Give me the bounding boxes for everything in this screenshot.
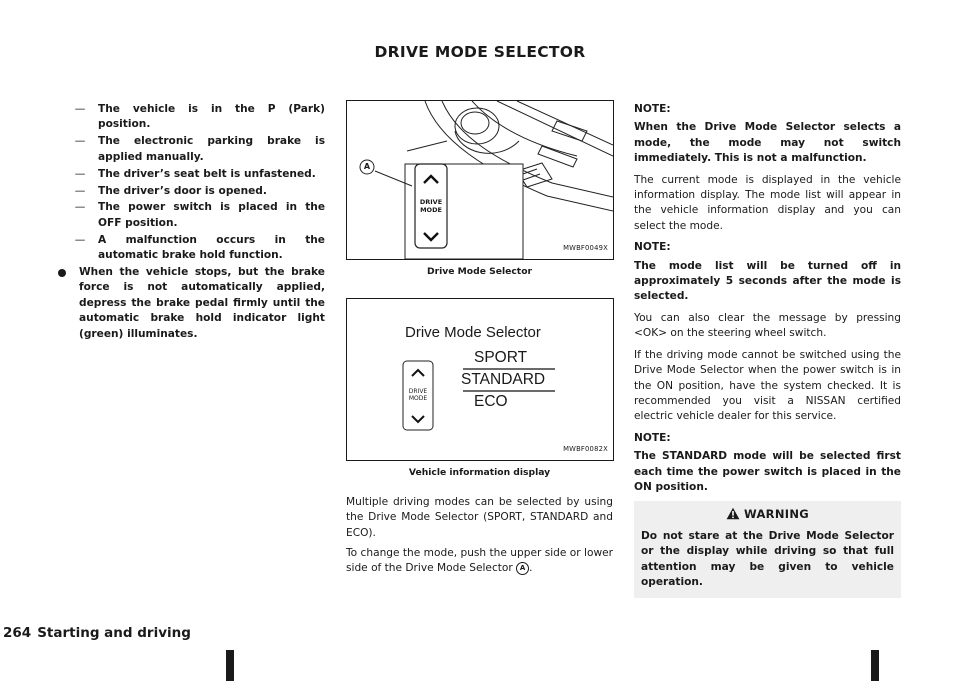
list-item: — The vehicle is in the P (Park) position.	[74, 103, 325, 131]
figure-code: MWBF0049X	[563, 243, 608, 252]
warning-heading: WARNING	[641, 507, 894, 522]
vehicle-information-display-figure	[346, 298, 614, 461]
bullet-item: When the vehicle stops, but the brake force is not automatically applied, depress the brake pedal firmly until the automatic brake hold indicator light (green) illuminates.	[62, 265, 325, 342]
note-label: NOTE:	[634, 103, 671, 115]
paragraph: The current mode is displayed in the vehicle information display. The mode list will appear in the vehicle information display and you can select the mode.	[634, 173, 901, 232]
page-edge-mark	[871, 650, 879, 681]
column-middle	[346, 102, 613, 582]
page-edge-mark	[226, 650, 234, 681]
figure-caption: Vehicle information display	[408, 467, 551, 479]
callout-a: A	[363, 162, 371, 171]
list-item: — A malfunction occurs in the automatic brake hold function.	[74, 233, 325, 262]
note-text: When the Drive Mode Selector selects a mode, the mode may not switch immediately. This is not a malfunction.	[634, 121, 901, 165]
note-label: NOTE:	[634, 431, 671, 444]
note-label: NOTE:	[634, 241, 671, 254]
figure-code: MWBF0082X	[563, 445, 608, 453]
screen-title: Drive Mode Selector	[405, 324, 541, 342]
mode-eco: ECO	[474, 393, 508, 411]
column-left	[62, 102, 325, 342]
warning-triangle-icon	[726, 507, 740, 520]
paragraph: You can also clear the message by pressing <OK> on the steering wheel switch.	[634, 311, 901, 340]
switch-label: DRIVE MODE	[408, 388, 428, 403]
paragraph: To change the mode, push the upper side or lower side of the Drive Mode Selector A .	[346, 547, 613, 575]
note-text: The mode list will be turned off in approximately 5 seconds after the mode is selected.	[634, 259, 901, 303]
note-text: The STANDARD mode will be selected first each time the power switch is placed in the ON position.	[634, 450, 901, 493]
list-item: — The driver’s seat belt is unfastened.	[74, 167, 316, 180]
drive-mode-selector-figure	[346, 100, 614, 260]
column-right	[634, 102, 901, 598]
section-name: Starting and driving	[37, 625, 191, 641]
page-number: 264	[3, 625, 32, 641]
paragraph: Multiple driving modes can be selected by using the Drive Mode Selector (SPORT, STANDARD and ECO).	[346, 495, 613, 539]
mode-standard: STANDARD	[461, 371, 546, 389]
mode-sport: SPORT	[474, 349, 528, 367]
callout-a-icon: A	[516, 562, 529, 575]
list-item: — The driver’s door is opened.	[74, 184, 267, 197]
page-footer	[3, 625, 191, 641]
warning-text: Do not stare at the Drive Mode Selector or the display while driving so that full attention may be given to vehicle operation.	[641, 529, 894, 588]
list-item: — The electronic parking brake is applied manually.	[74, 135, 325, 163]
page-title: DRIVE MODE SELECTOR	[374, 43, 586, 61]
warning-box	[634, 501, 901, 598]
list-item: — The power switch is placed in the OFF position.	[74, 201, 325, 229]
paragraph: If the driving mode cannot be switched using the Drive Mode Selector when the power switch is in the ON position, have the system checked. It is recommended you visit a NISSAN certified electric vehicle dealer for this service.	[634, 348, 901, 423]
bullet-icon	[58, 269, 66, 277]
switch-label: DRIVE MODE	[419, 198, 443, 214]
figure-caption: Drive Mode Selector	[426, 266, 533, 277]
console-illustration	[347, 101, 613, 259]
